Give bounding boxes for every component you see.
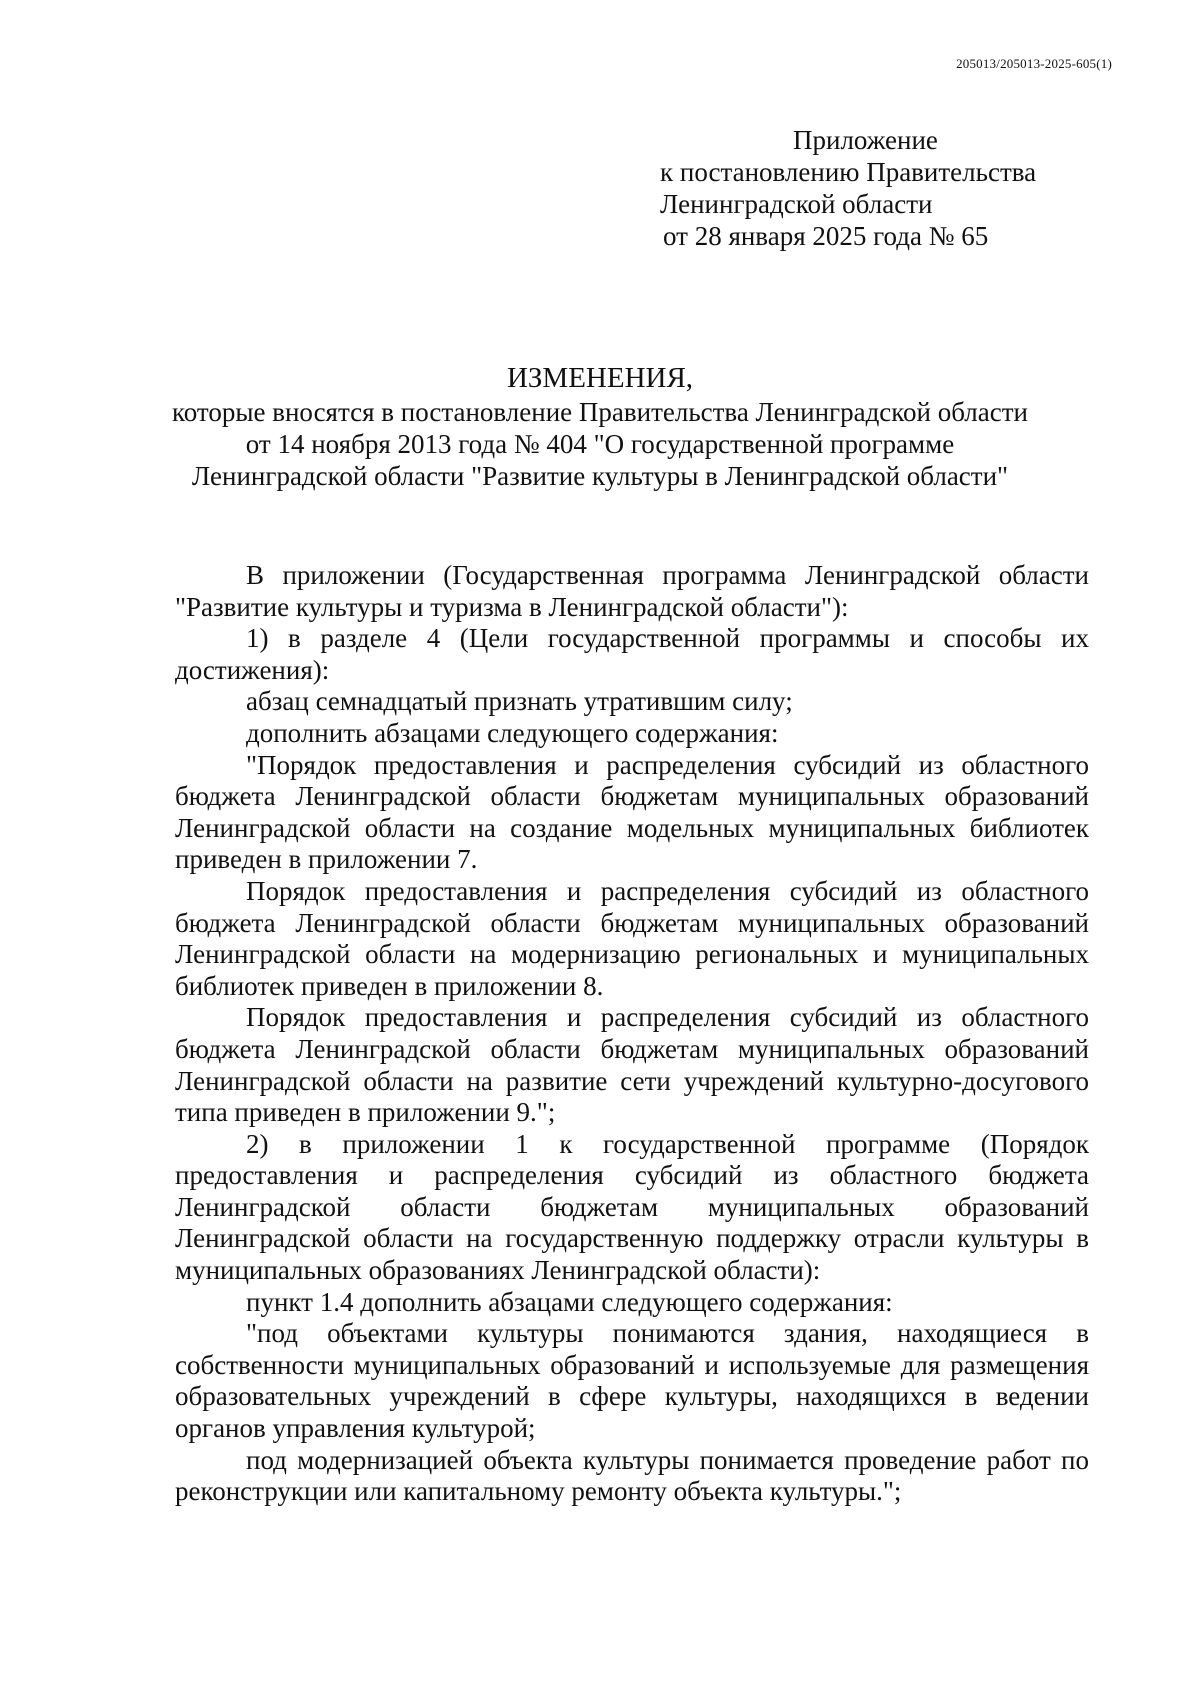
document-body bbox=[175, 560, 1089, 1508]
body-paragraph: "Порядок предоставления и распределения субсидий из областного бюджета Ленинградской области бюджетам муниципальных образований Ленинградской области на создание модельных муниципальных библиотек приведен в приложении 7. bbox=[175, 749, 1089, 875]
appendix-header bbox=[660, 124, 1036, 252]
appendix-header-line: Приложение bbox=[793, 125, 938, 155]
body-paragraph: "под объектами культуры понимаются здания, находящиеся в собственности муниципальных образований и используемые для размещения образовательных учреждений в сфере культуры, находящихся в ведении органов управления культурой; bbox=[175, 1318, 1089, 1444]
body-paragraph: Порядок предоставления и распределения субсидий из областного бюджета Ленинградской области бюджетам муниципальных образований Ленинградской области на модернизацию региональных и муниципальных библиотек приведен в приложении 8. bbox=[175, 875, 1089, 1001]
body-paragraph: дополнить абзацами следующего содержания: bbox=[246, 717, 779, 748]
appendix-header-line: Ленинградской области bbox=[660, 189, 933, 219]
document-title bbox=[0, 362, 1200, 492]
title-heading: ИЗМЕНЕНИЯ, bbox=[506, 362, 694, 394]
body-paragraph: 1) в разделе 4 (Цели государственной программы и способы их достижения): bbox=[175, 623, 1089, 685]
body-paragraph: абзац семнадцатый признать утратившим силу; bbox=[246, 686, 793, 717]
document-registration-number: 205013/205013-2025-605(1) bbox=[956, 56, 1112, 71]
body-paragraph: 2) в приложении 1 к государственной программе (Порядок предоставления и распределения субсидий из областного бюджета Ленинградской области бюджетам муниципальных образований Ленинградской области на государственную поддержку отрасли культуры в муниципальных образованиях Ленинградской области): bbox=[175, 1128, 1089, 1286]
title-line: от 14 ноября 2013 года № 404 "О государственной программе bbox=[245, 429, 955, 459]
title-line: которые вносятся в постановление Правительства Ленинградской области bbox=[171, 397, 1028, 427]
appendix-header-date-line: от 28 января 2025 года № 65 bbox=[663, 221, 989, 251]
title-line: Ленинградской области "Развитие культуры в Ленинградской области" bbox=[191, 461, 1009, 491]
body-paragraph: пункт 1.4 дополнить абзацами следующего содержания: bbox=[246, 1286, 893, 1317]
body-paragraph: В приложении (Государственная программа Ленинградской области "Развитие культуры и туризма в Ленинградской области"): bbox=[175, 560, 1089, 622]
body-paragraph: под модернизацией объекта культуры понимается проведение работ по реконструкции или капитальному ремонту объекта культуры."; bbox=[175, 1444, 1089, 1507]
appendix-header-line: к постановлению Правительства bbox=[660, 157, 1037, 187]
body-paragraph: Порядок предоставления и распределения субсидий из областного бюджета Ленинградской области бюджетам муниципальных образований Ленинградской области на развитие сети учреждений культурно-досугового типа приведен в приложении 9."; bbox=[175, 1002, 1089, 1128]
